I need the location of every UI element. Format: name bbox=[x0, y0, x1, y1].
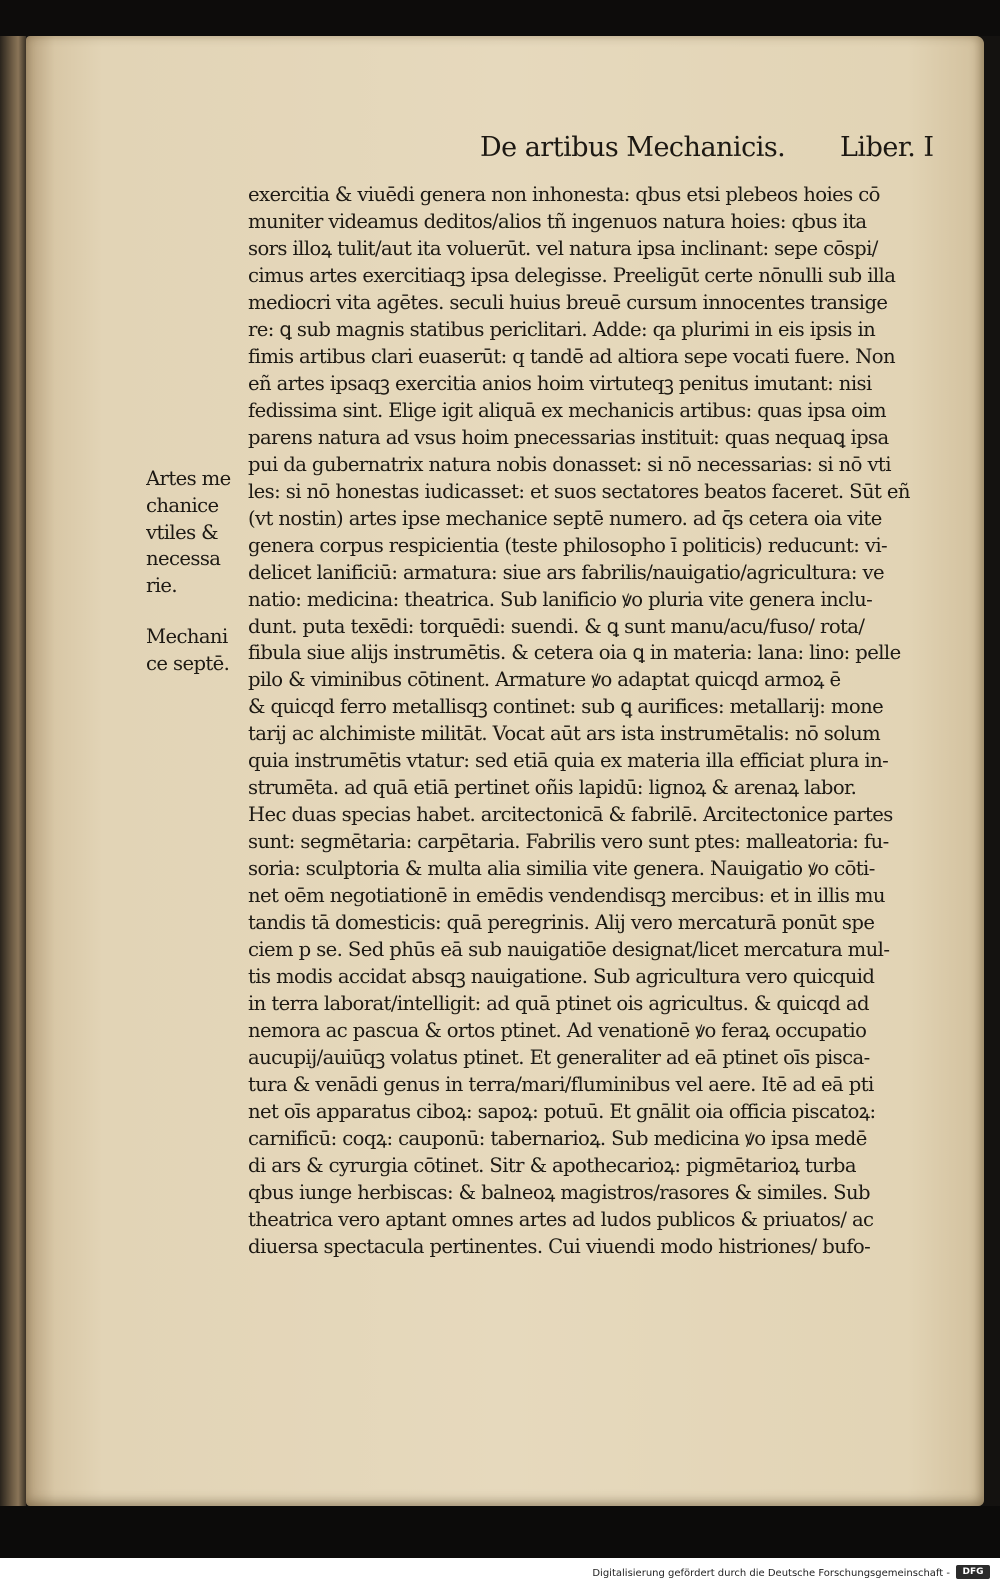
text-line: di ars & cyrurgia cōtinet. Sitr & apothecarioꝝ: pigmētarioꝝ turba bbox=[248, 1153, 856, 1177]
text-line: fimis artibus clari euaserūt: q tandē ad altiora sepe vocati fuere. Non bbox=[248, 344, 895, 368]
text-line: tandis tā domesticis: quā peregrinis. Alij vero mercaturā ponūt spe bbox=[248, 911, 875, 935]
text-line: tarij ac alchimiste militāt. Vocat aūt ars ista instrumētalis: nō solum bbox=[248, 722, 881, 746]
text-line: delicet lanificiū: armatura: siue ars fabrilis/nauigatio/agricultura: ve bbox=[248, 560, 884, 584]
text-line: theatrica vero aptant omnes artes ad ludos publicos & priuatos/ ac bbox=[248, 1207, 874, 1231]
scan-top-border bbox=[0, 0, 1000, 36]
book-spine-edge bbox=[0, 36, 26, 1506]
margin-line: ce septē. bbox=[146, 651, 230, 675]
text-line: muniter videamus deditos/alios tñ ingenuos natura hoies: qbus ita bbox=[248, 209, 867, 233]
text-line: soria: sculptoria & multa alia similia vite genera. Nauigatio ꝟo cōti- bbox=[248, 857, 875, 881]
text-line: genera corpus respicientia (teste philosopho ī politicis) reducunt: vi- bbox=[248, 533, 888, 557]
digitization-footer bbox=[0, 1558, 1000, 1586]
text-line: parens natura ad vsus hoim pnecessarias instituit: quas nequaꝗ ipsa bbox=[248, 425, 889, 449]
text-line: (vt nostin) artes ipse mechanice septē numero. ad q̄s cetera oia vite bbox=[248, 506, 882, 530]
text-line: tura & venādi genus in terra/mari/fluminibus vel aere. Itē ad eā pti bbox=[248, 1072, 874, 1096]
margin-line: rie. bbox=[146, 574, 178, 598]
text-line: quia instrumētis vtatur: sed etiā quia ex materia illa efficiat plura in- bbox=[248, 749, 889, 773]
text-line: sors illoꝝ tulit/aut ita voluerūt. vel natura ipsa inclinant: sepe cōspi/ bbox=[248, 236, 878, 260]
text-line: sunt: segmētaria: carpētaria. Fabrilis vero sunt ptes: malleatoria: fu- bbox=[248, 830, 889, 854]
text-line: exercitia & viuēdi genera non inhonesta: qbus etsi plebeos hoies cō bbox=[248, 183, 880, 206]
text-line: fibula siue alijs instrumētis. & cetera oia ꝗ in materia: lana: lino: pelle bbox=[248, 641, 901, 665]
scan-bottom-border bbox=[0, 1506, 1000, 1558]
margin-line: chanice bbox=[146, 493, 219, 517]
text-line: fedissima sint. Elige igit aliquā ex mechanicis artibus: quas ipsa oim bbox=[248, 398, 886, 422]
text-line: dunt. puta texēdi: torquēdi: suendi. & ꝗ sunt manu/acu/fuso/ rota/ bbox=[248, 614, 865, 638]
text-line: net oēm negotiationē in emēdis vendendisqꝫ mercibus: et in illis mu bbox=[248, 884, 885, 908]
text-line: natio: medicina: theatrica. Sub lanificio ꝟo pluria vite genera inclu- bbox=[248, 587, 873, 611]
text-line: diuersa spectacula pertinentes. Cui viuendi modo histriones/ bufo- bbox=[248, 1234, 871, 1258]
dfg-logo: DFG bbox=[956, 1565, 990, 1579]
text-line: tis modis accidat absqꝫ nauigatione. Sub agricultura vero quicquid bbox=[248, 965, 875, 989]
running-head-title: De artibus Mechanicis. bbox=[480, 132, 786, 163]
body-text bbox=[248, 182, 928, 1261]
margin-note-artes bbox=[146, 466, 246, 600]
text-line: Hec duas specias habet. arcitectonicā & fabrilē. Arcitectonice partes bbox=[248, 803, 893, 827]
text-line: net oīs apparatus ciboꝝ: sapoꝝ: potuū. Et gnālit oia officia piscatoꝝ: bbox=[248, 1099, 876, 1123]
text-line: pui da gubernatrix natura nobis donasset: si nō necessarias: si nō vti bbox=[248, 452, 891, 476]
text-line: aucupij/auiūqꝫ volatus ptinet. Et generaliter ad eā ptinet oīs pisca- bbox=[248, 1046, 870, 1069]
text-line: strumēta. ad quā etiā pertinet oñis lapidū: lignoꝝ & arenaꝝ labor. bbox=[248, 776, 857, 800]
text-line: cimus artes exercitiaqꝫ ipsa delegisse. Preeligūt certe nōnulli sub illa bbox=[248, 263, 896, 287]
text-line: carnificū: coqꝝ: cauponū: tabernarioꝝ. Sub medicina ꝟo ipsa medē bbox=[248, 1126, 867, 1150]
text-line: pilo & viminibus cōtinent. Armature ꝟo adaptat quicqd armoꝝ ē bbox=[248, 668, 841, 692]
text-line: ciem p se. Sed phūs eā sub nauigatiōe designat/licet mercatura mul- bbox=[248, 938, 890, 962]
margin-line: vtiles & bbox=[146, 520, 218, 544]
funding-credit: Digitalisierung gefördert durch die Deutsche Forschungsgemeinschaft - bbox=[592, 1568, 950, 1579]
margin-note-mechanice bbox=[146, 624, 246, 678]
text-line: & quicqd ferro metallisqꝫ continet: sub ꝗ aurifices: metallarij: mone bbox=[248, 695, 884, 719]
margin-line: Mechani bbox=[146, 625, 228, 648]
margin-line: necessa bbox=[146, 547, 221, 571]
margin-line: Artes me bbox=[146, 467, 231, 490]
text-line: re: ꝗ sub magnis statibus periclitari. Adde: qa plurimi in eis ipsis in bbox=[248, 317, 876, 341]
text-line: in terra laborat/intelligit: ad quā ptinet ois agricultus. & quicqd ad bbox=[248, 992, 869, 1016]
text-line: nemora ac pascua & ortos ptinet. Ad venationē ꝟo feraꝝ occupatio bbox=[248, 1019, 867, 1043]
text-line: eñ artes ipsaqꝫ exercitia anios hoim virtuteqꝫ penitus imutant: nisi bbox=[248, 371, 872, 395]
text-line: mediocri vita agētes. seculi huius breuē cursum innocentes transige bbox=[248, 290, 888, 314]
text-line: les: si nō honestas iudicasset: et suos sectatores beatos faceret. Sūt eñ bbox=[248, 479, 910, 503]
running-head-book: Liber. I bbox=[840, 132, 934, 163]
text-line: qbus iunge herbiscas: & balneoꝝ magistros/rasores & similes. Sub bbox=[248, 1180, 870, 1204]
